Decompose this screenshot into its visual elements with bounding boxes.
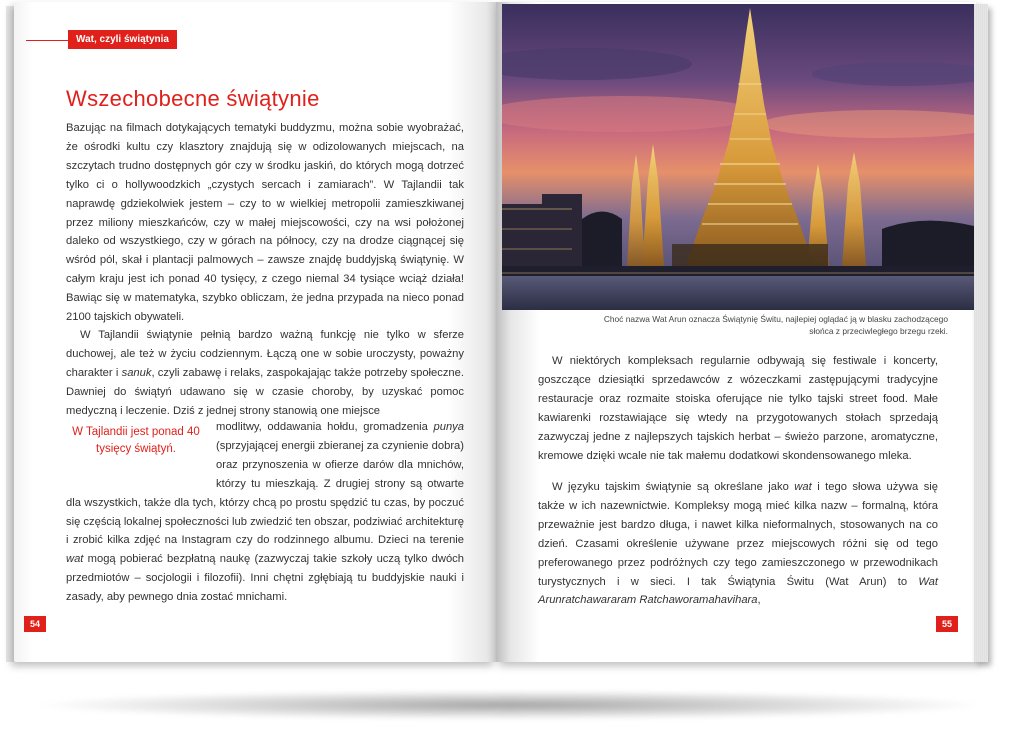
chapter-tab: Wat, czyli świątynia	[68, 30, 177, 49]
wat-arun-photo	[502, 4, 974, 310]
italic-term: Wat Arunratchawararam Ratchaworamahavihara	[538, 575, 938, 607]
text-run: W języku tajskim świątynie są określane jako	[552, 481, 795, 493]
pullquote: W Tajlandii jest ponad 40 tysięcy świątyń.	[72, 426, 200, 455]
italic-term: wat	[794, 481, 812, 493]
left-paragraph-2	[66, 326, 464, 421]
italic-term: punya	[433, 421, 464, 433]
left-paragraph-3	[66, 418, 464, 607]
pullquote-box	[66, 418, 206, 492]
italic-term: sanuk	[121, 366, 152, 379]
text-run: (sprzyjającej energii zbieranej za czynienie dobra) oraz przynoszenia w ofierze darów dla mnichów, którzy tu mieszkają. Z drugiej strony są otwarte dla wszystkich, także dla tych, którzy chcą po prostu spędzić tu czas, by poczuć się częścią lokalnej społeczności lub zwiedzić ten obszar, podziwiać architekturę i zrobić kilka zdjęć na Instagram czy do rodzinnego albumu. Dzieci na terenie	[66, 439, 464, 547]
text-run: modlitwy, oddawania hołdu, gromadzenia	[216, 421, 434, 433]
text-run: W Tajlandii świątynie pełnią bardzo ważną funkcję nie tylko w sferze duchowej, ale też w życiu codziennym. Łączą one w sobie uroczysty, poważny charakter i	[66, 329, 464, 379]
page-number-left: 54	[24, 616, 46, 632]
text-run: , czyli zabawę i relaks, zaspokajając także potrzeby społeczne. Dawniej do świątyń udawano się w czasie choroby, by uzyskać pomoc medyczną i leczenie. Dziś z jednej strony stanowią one miejsce	[66, 366, 464, 417]
right-paragraph-1: W niektórych kompleksach regularnie odbywają się festiwale i koncerty, goszczące dziesiątki sprzedawców z wózeczkami zastępującymi tradycyjne restauracje oraz rozmaite stoiska oferujące nie tylko tajski street food. Małe kawiarenki rozstawiające się wtedy na przygotowanych stołach sprzedają zazwyczaj jedne z najlepszych tajskich herbat – świeżo parzone, aromatyczne, kremowe dzięki wcale nie tak małemu dodatkowi skondensowanego mleka.	[538, 355, 938, 462]
italic-term: wat	[66, 553, 84, 566]
temple-image	[502, 4, 974, 310]
page-title: Wszechobecne świątynie	[66, 86, 320, 111]
photo-caption: Choć nazwa Wat Arun oznacza Świątynię Świtu, najlepiej oglądać ją w blasku zachodzącego słońca z przeciwległego brzegu rzeki.	[603, 314, 948, 336]
text-run: i tego słowa używa się także w ich nazewnictwie. Kompleksy mogą mieć kilka nazw – formalną, która przeważnie jest bardzo długa, i nawet kilka nieformalnych, stosowanych na co dzień. Czasami określenie używane przez miejscowych różni się od tego preferowanego przez podróżnych czy tego zamieszczonego w przewodnikach turystycznych i w sieci. I tak Świątynia Świtu (Wat Arun) to	[538, 481, 938, 588]
open-book	[6, 2, 1016, 692]
page-edges-right	[974, 4, 988, 662]
right-paragraph-2	[538, 478, 938, 610]
text-run: mogą pobierać bezpłatną naukę (zazwyczaj takie szkoły uczą tylko dwóch przedmiotów – socjologii i filozofii). Inni chętni zgłębiają tu buddyjskie nauki i zasady, aby pewnego dnia zostać mnichami.	[66, 553, 464, 604]
text-run: ,	[757, 594, 761, 607]
page-number-right: 55	[936, 616, 958, 632]
book-shadow	[30, 690, 990, 720]
left-paragraph-1: Bazując na filmach dotykających tematyki buddyzmu, można sobie wyobrażać, że ośrodki kultu czy klasztory znajdują się w odizolowanych miejscach, na szczytach trudno dostępnych gór czy w środku jaskiń, do których mogą dotrzeć tylko ci o hollywoodzkich „czystych sercach i zamiarach”. W Tajlandii tak naprawdę gdziekolwiek jestem – czy to w wielkiej metropolii zamieszkiwanej przez miliony mieszkańców, czy w małej miejscowości, czy na wsi położonej daleko od wszystkiego, czy w górach na północy, czy na drodze ciągnącej się wśród pól, skał i plantacji palmowych – zawsze znajdę buddyjską świątynię. W całym kraju jest ich ponad 40 tysięcy, z czego niemal 34 tysiące wciąż działa! Bawiąc się w matematyka, szybko obliczam, że jedna przypada na nieco ponad 2100 tajskich obywateli.	[66, 122, 464, 324]
